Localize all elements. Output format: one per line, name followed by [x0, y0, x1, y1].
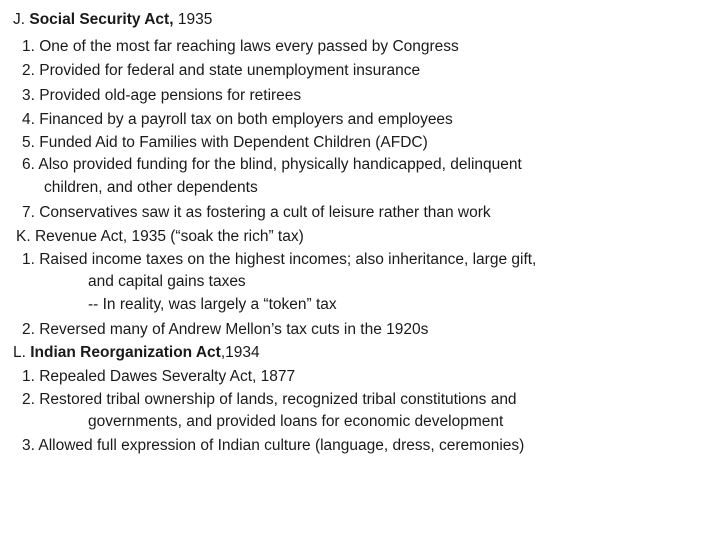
list-item: 6. Also provided funding for the blind, physically handicapped, delinquent [22, 156, 522, 173]
list-item: 3. Provided old-age pensions for retirees [22, 87, 302, 104]
heading-suffix: ,1934 [220, 344, 260, 361]
list-item: 2. Provided for federal and state unemployment insurance [22, 62, 421, 79]
list-item: and capital gains taxes [88, 273, 246, 290]
list-item: 1. One of the most far reaching laws every passed by Congress [22, 38, 459, 55]
heading-title: Social Security Act, [29, 11, 174, 28]
list-item: -- In reality, was largely a “token” tax [88, 296, 337, 313]
list-item: 3. Allowed full expression of Indian culture (language, dress, ceremonies) [22, 437, 525, 454]
heading-title: Indian Reorganization Act [30, 344, 221, 361]
heading-indian-reorganization-act [13, 343, 260, 365]
heading-social-security-act [13, 10, 212, 32]
heading-prefix: J. [13, 11, 30, 28]
list-item: children, and other dependents [44, 179, 258, 196]
list-item: 2. Reversed many of Andrew Mellon’s tax cuts in the 1920s [22, 321, 429, 338]
list-item: 5. Funded Aid to Families with Dependent Children (AFDC) [22, 134, 428, 151]
heading-revenue-act: K. Revenue Act, 1935 (“soak the rich” tax) [16, 228, 304, 245]
list-item: 1. Repealed Dawes Severalty Act, 1877 [22, 368, 296, 385]
list-item: 1. Raised income taxes on the highest incomes; also inheritance, large gift, [22, 251, 537, 268]
heading-suffix: 1935 [173, 11, 213, 28]
list-item: governments, and provided loans for economic development [88, 413, 504, 430]
list-item: 7. Conservatives saw it as fostering a cult of leisure rather than work [22, 204, 491, 221]
heading-prefix: L. [13, 344, 31, 361]
list-item: 4. Financed by a payroll tax on both employers and employees [22, 111, 453, 128]
list-item: 2. Restored tribal ownership of lands, recognized tribal constitutions and [22, 391, 517, 408]
